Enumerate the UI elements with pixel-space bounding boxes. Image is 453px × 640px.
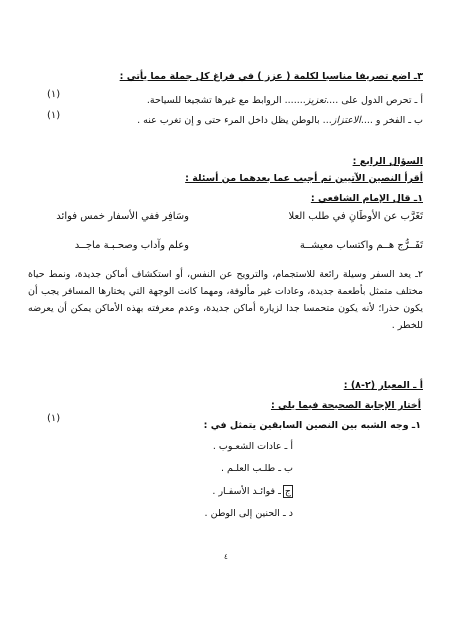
q3-item-a-score: (١) (47, 89, 61, 100)
q4-instruction: أقرأ النصين الآتيين ثم أجيب عما بعدهما من أسئلة : (185, 173, 423, 184)
q3-item-b-score: (١) (47, 110, 61, 121)
q3-heading: ٣ـ اضع تصريفا مناسبا لكلمة ( عزز ) في فراغ كل جملة مما يأتي : (119, 71, 423, 82)
verse-1-first: تَغَرَّب عن الأوطَانِ في طلب العلا (288, 211, 423, 222)
q3-item-b-suffix: ... بالوطن يظل داخل المرء حتى و إن تغرب عنه . (137, 115, 332, 126)
q3-item-a-suffix: ....... الروابط مع غيرها تشجيعا للسياحة. (146, 95, 306, 106)
criterion-label: أ ـ المعيار (٢-٨) : (343, 380, 423, 391)
q4-heading: السؤال الرابع : (352, 156, 423, 167)
criterion-score: (١) (47, 413, 61, 424)
option-d[interactable]: د ـ الحنين إلى الوطن . (204, 508, 293, 519)
verse-2-first: تَفَــرُّج هــم واكتساب معيشــة (299, 240, 423, 251)
option-c[interactable] (212, 485, 293, 498)
q3-item-b-answer: الاعتزاز (331, 115, 361, 126)
selected-answer-box: ج (284, 486, 291, 497)
text2-paragraph: ٢ـ يعد السفر وسيلة رائعة للاستجمام، والترويح عن النفس، أو استكشاف أماكن جديدة، ونمط حياة مختلف متمثل بأطعمة جديدة، وعادات غير مألوفة، ومهما كانت الوجهة التي يختارها المسافر يجب أن يكون حذرا؛ لأنه يكون متحمسا جدا لزيارة أماكن جديدة، وعدم معرفته بهذه الأماكن يمكن أن يعرضه للخطر . (28, 269, 423, 331)
criterion-question: ١ـ وجه الشبه بين النصين السابقين يتمثل في : (203, 420, 421, 431)
q3-item-a-answer: تعزيز (305, 95, 327, 106)
page-number: ٤ (224, 553, 228, 561)
verse-1-second: وسَافِر ففي الأسفار خمس فوائد (56, 211, 189, 222)
q3-item-a-prefix: أ ـ تحرص الدول على .... (326, 95, 423, 106)
verse-2-second: وعلم وآداب وصحـبـة ماجــد (74, 240, 189, 251)
q3-item-b (137, 115, 423, 126)
text1-label: ١ـ قال الإمام الشافعي : (310, 193, 423, 204)
q3-item-b-prefix: ب ـ الفخر و .... (360, 115, 423, 126)
q3-item-a (147, 95, 423, 106)
option-b[interactable]: ب ـ طلـب العلـم . (220, 463, 293, 474)
option-c-label: ـ فوائـد الأسفـار . (212, 486, 281, 497)
criterion-instruction: أختار الإجابة الصحيحة فيما يلي : (270, 400, 421, 411)
option-a[interactable]: أ ـ عادات الشعـوب . (212, 441, 293, 452)
